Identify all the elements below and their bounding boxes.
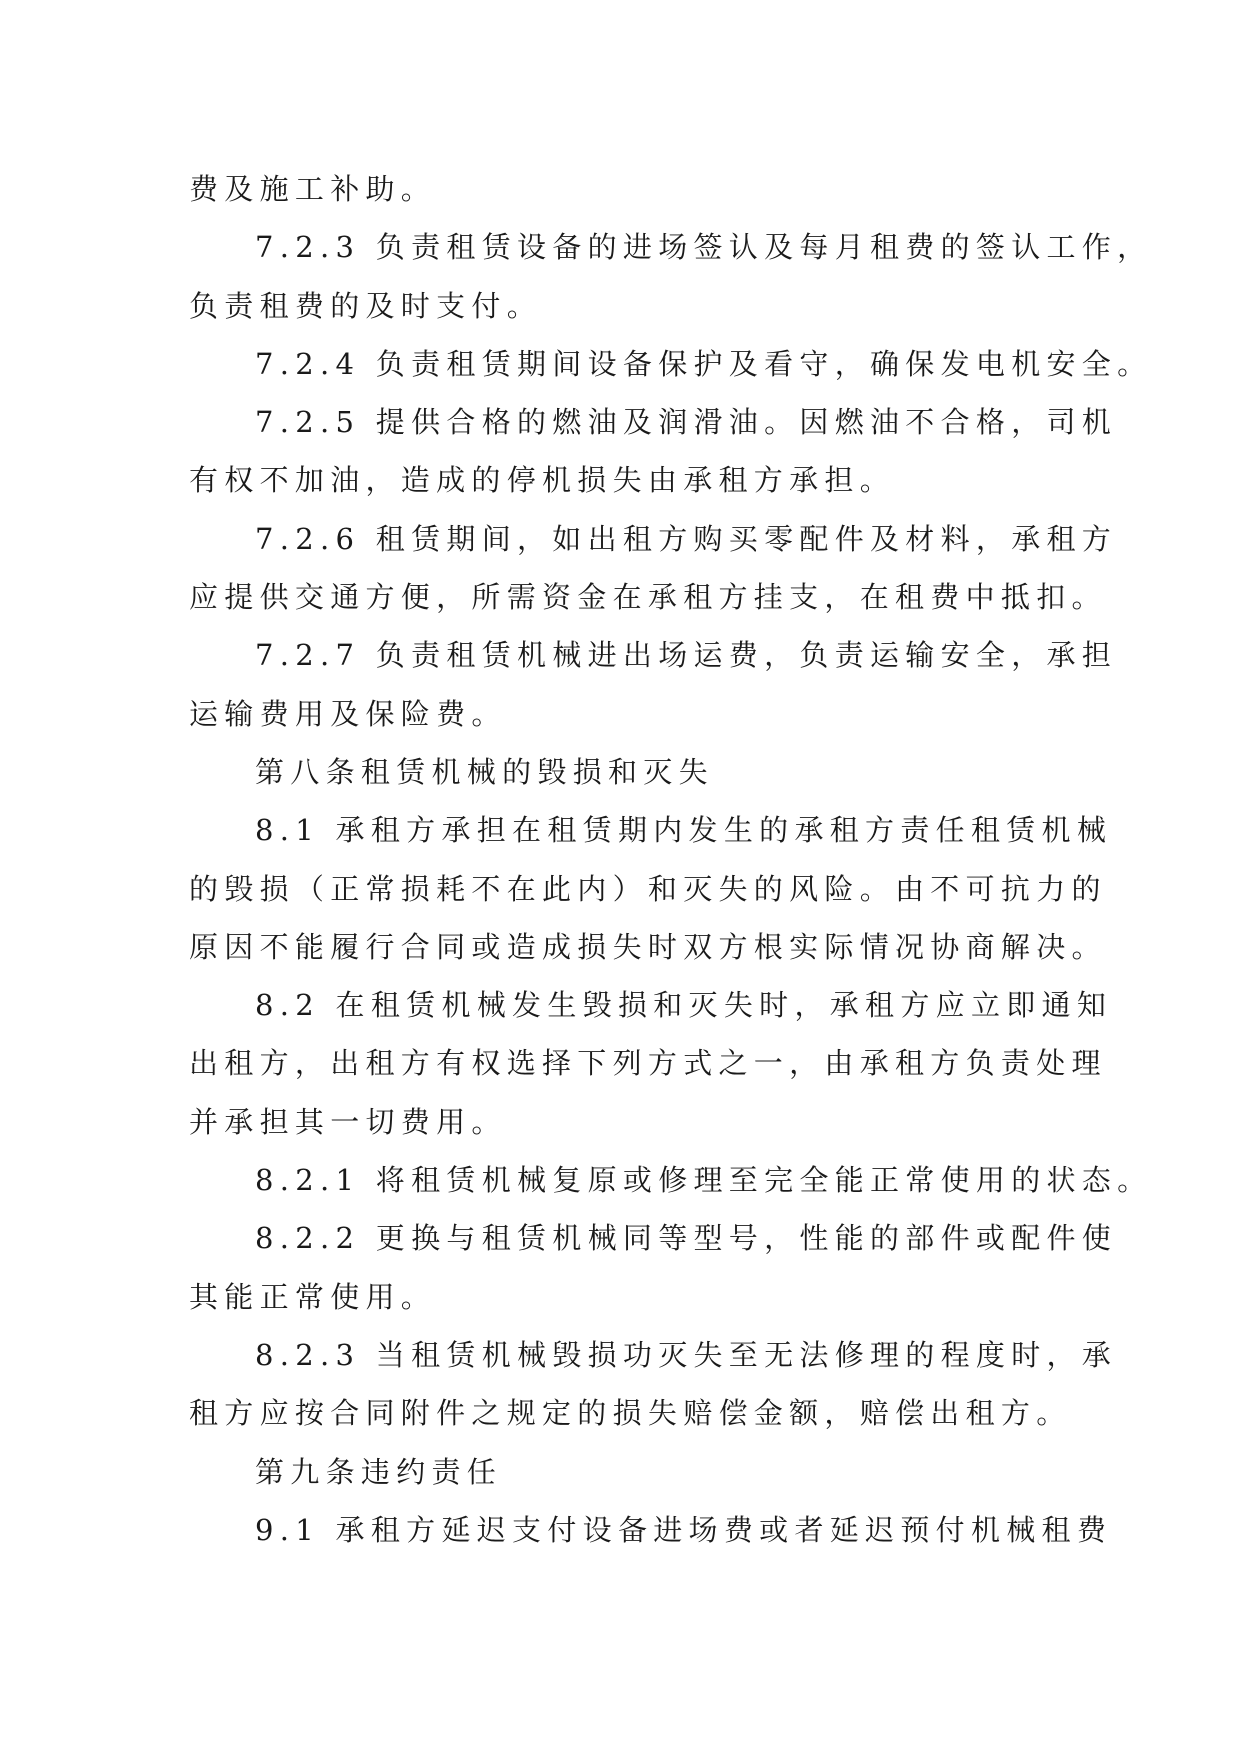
paragraph-line: 的毁损（正常损耗不在此内）和灭失的风险。由不可抗力的: [189, 871, 1107, 906]
paragraph-line: 有权不加油，造成的停机损失由承租方承担。: [189, 463, 896, 498]
paragraph-line: 负责租费的及时支付。: [189, 288, 543, 323]
document-body: [189, 160, 1153, 1559]
paragraph-line: 租方应按合同附件之规定的损失赔偿金额，赔偿出租方。: [189, 1396, 1072, 1431]
clause-7-2-5: 7.2.5 提供合格的燃油及润滑油。因燃油不合格，司机: [255, 405, 1118, 440]
clause-8-2-2: 8.2.2 更换与租赁机械同等型号，性能的部件或配件使: [255, 1221, 1118, 1256]
paragraph-line: 出租方，出租方有权选择下列方式之一，由承租方负责处理: [189, 1046, 1107, 1081]
paragraph-line: 并承担其一切费用。: [189, 1104, 507, 1139]
paragraph-line: 应提供交通方便，所需资金在承租方挂支，在租费中抵扣。: [189, 580, 1107, 615]
clause-9-1: 9.1 承租方延迟支付设备进场费或者延迟预付机械租费: [255, 1512, 1113, 1547]
paragraph-line: 原因不能履行合同或造成损失时双方根实际情况协商解决。: [189, 929, 1107, 964]
clause-7-2-7: 7.2.7 负责租赁机械进出场运费，负责运输安全，承担: [255, 638, 1118, 673]
clause-8-2: 8.2 在租赁机械发生毁损和灭失时，承租方应立即通知: [255, 988, 1113, 1023]
article-8-heading: 第八条租赁机械的毁损和灭失: [255, 754, 714, 789]
clause-7-2-4: 7.2.4 负责租赁期间设备保护及看守，确保发电机安全。: [255, 346, 1153, 381]
paragraph-line: 运输费用及保险费。: [189, 696, 507, 731]
clause-8-1: 8.1 承租方承担在租赁期内发生的承租方责任租赁机械: [255, 813, 1113, 848]
article-9-heading: 第九条违约责任: [255, 1454, 503, 1489]
paragraph-line: 其能正常使用。: [189, 1279, 437, 1314]
clause-8-2-1: 8.2.1 将租赁机械复原或修理至完全能正常使用的状态。: [255, 1163, 1153, 1198]
clause-7-2-6: 7.2.6 租赁期间，如出租方购买零配件及材料，承租方: [255, 521, 1118, 556]
paragraph-line: 费及施工补助。: [189, 172, 437, 206]
clause-7-2-3: 7.2.3 负责租赁设备的进场签认及每月租费的签认工作，: [255, 230, 1153, 265]
clause-8-2-3: 8.2.3 当租赁机械毁损功灭失至无法修理的程度时，承: [255, 1337, 1118, 1372]
